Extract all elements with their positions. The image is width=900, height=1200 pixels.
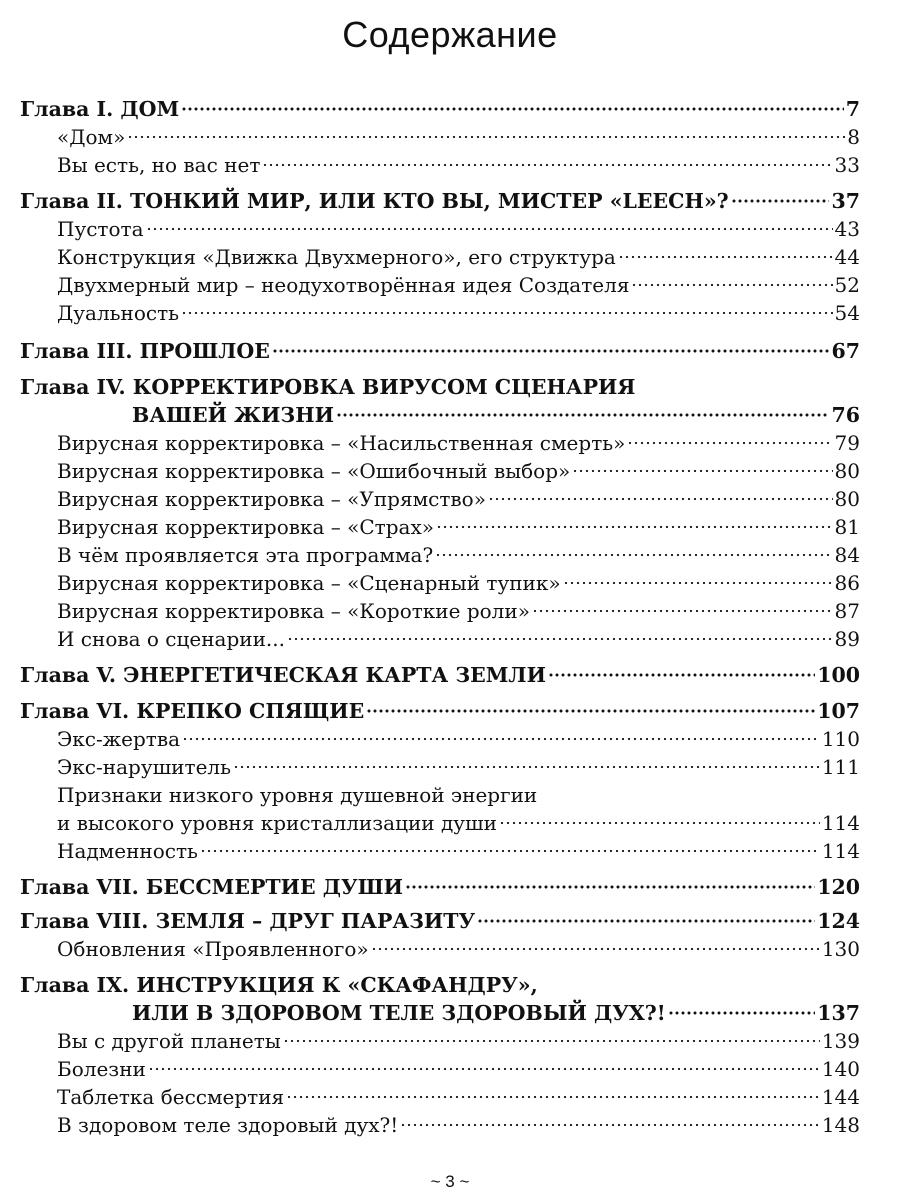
toc-chapter-line[interactable]: Глава IX. ИНСТРУКЦИЯ К «СКАФАНДРУ»,: [20, 973, 538, 997]
toc-section[interactable]: Конструкция «Движка Двухмерного», его структура 44: [57, 245, 860, 269]
toc-section[interactable]: Экс-нарушитель 111: [57, 755, 860, 779]
toc-chapter[interactable]: Глава VIII. ЗЕМЛЯ – ДРУГ ПАРАЗИТУ 124: [20, 909, 860, 933]
toc-section[interactable]: «Дом» 8: [57, 125, 860, 149]
toc-section[interactable]: Экс-жертва 110: [57, 727, 860, 751]
toc-chapter[interactable]: Глава V. ЭНЕРГЕТИЧЕСКАЯ КАРТА ЗЕМЛИ 100: [20, 663, 860, 687]
page-number: ~ 3 ~: [430, 1172, 470, 1191]
toc-section[interactable]: и высокого уровня кристаллизации души 114: [57, 811, 860, 835]
toc-section[interactable]: Вирусная корректировка – «Страх» 81: [57, 515, 860, 539]
toc-chapter-line[interactable]: Глава IV. КОРРЕКТИРОВКА ВИРУСОМ СЦЕНАРИЯ: [20, 375, 636, 399]
page-title: Содержание: [342, 14, 558, 55]
toc-section-line[interactable]: Признаки низкого уровня душевной энергии: [57, 783, 538, 807]
toc-section[interactable]: Вы с другой планеты 139: [57, 1029, 860, 1053]
toc-section[interactable]: Двухмерный мир – неодухотворённая идея Создателя 52: [57, 273, 860, 297]
toc-chapter[interactable]: Глава VI. КРЕПКО СПЯЩИЕ 107: [20, 699, 860, 723]
toc-section[interactable]: В чём проявляется эта программа? 84: [57, 543, 860, 567]
toc-chapter[interactable]: Глава II. ТОНКИЙ МИР, ИЛИ КТО ВЫ, МИСТЕР «LEECH»? 37: [20, 189, 860, 213]
toc-section[interactable]: В здоровом теле здоровый дух?! 148: [57, 1113, 860, 1137]
toc-chapter[interactable]: Глава VII. БЕССМЕРТИЕ ДУШИ 120: [20, 875, 860, 899]
toc-section[interactable]: Вирусная корректировка – «Упрямство» 80: [57, 487, 860, 511]
toc-chapter[interactable]: Глава III. ПРОШЛОЕ 67: [20, 339, 860, 363]
toc-section[interactable]: Вирусная корректировка – «Насильственная смерть» 79: [57, 431, 860, 455]
toc-chapter[interactable]: ИЛИ В ЗДОРОВОМ ТЕЛЕ ЗДОРОВЫЙ ДУХ?! 137: [132, 1001, 860, 1025]
toc-section[interactable]: Обновления «Проявленного» 130: [57, 937, 860, 961]
toc-section[interactable]: Вы есть, но вас нет 33: [57, 153, 860, 177]
toc-section[interactable]: Вирусная корректировка – «Ошибочный выбор» 80: [57, 459, 860, 483]
toc-section[interactable]: Таблетка бессмертия 144: [57, 1085, 860, 1109]
toc-section[interactable]: Дуальность 54: [57, 301, 860, 325]
toc-chapter[interactable]: ВАШЕЙ ЖИЗНИ 76: [132, 403, 860, 427]
toc-chapter[interactable]: Глава I. ДОМ 7: [20, 97, 860, 121]
toc-section[interactable]: И снова о сценарии... 89: [57, 627, 860, 651]
toc-section[interactable]: Пустота 43: [57, 217, 860, 241]
toc-section[interactable]: Вирусная корректировка – «Сценарный тупик» 86: [57, 571, 860, 595]
toc-section[interactable]: Вирусная корректировка – «Короткие роли» 87: [57, 599, 860, 623]
toc-section[interactable]: Болезни 140: [57, 1057, 860, 1081]
toc-section[interactable]: Надменность 114: [57, 839, 860, 863]
